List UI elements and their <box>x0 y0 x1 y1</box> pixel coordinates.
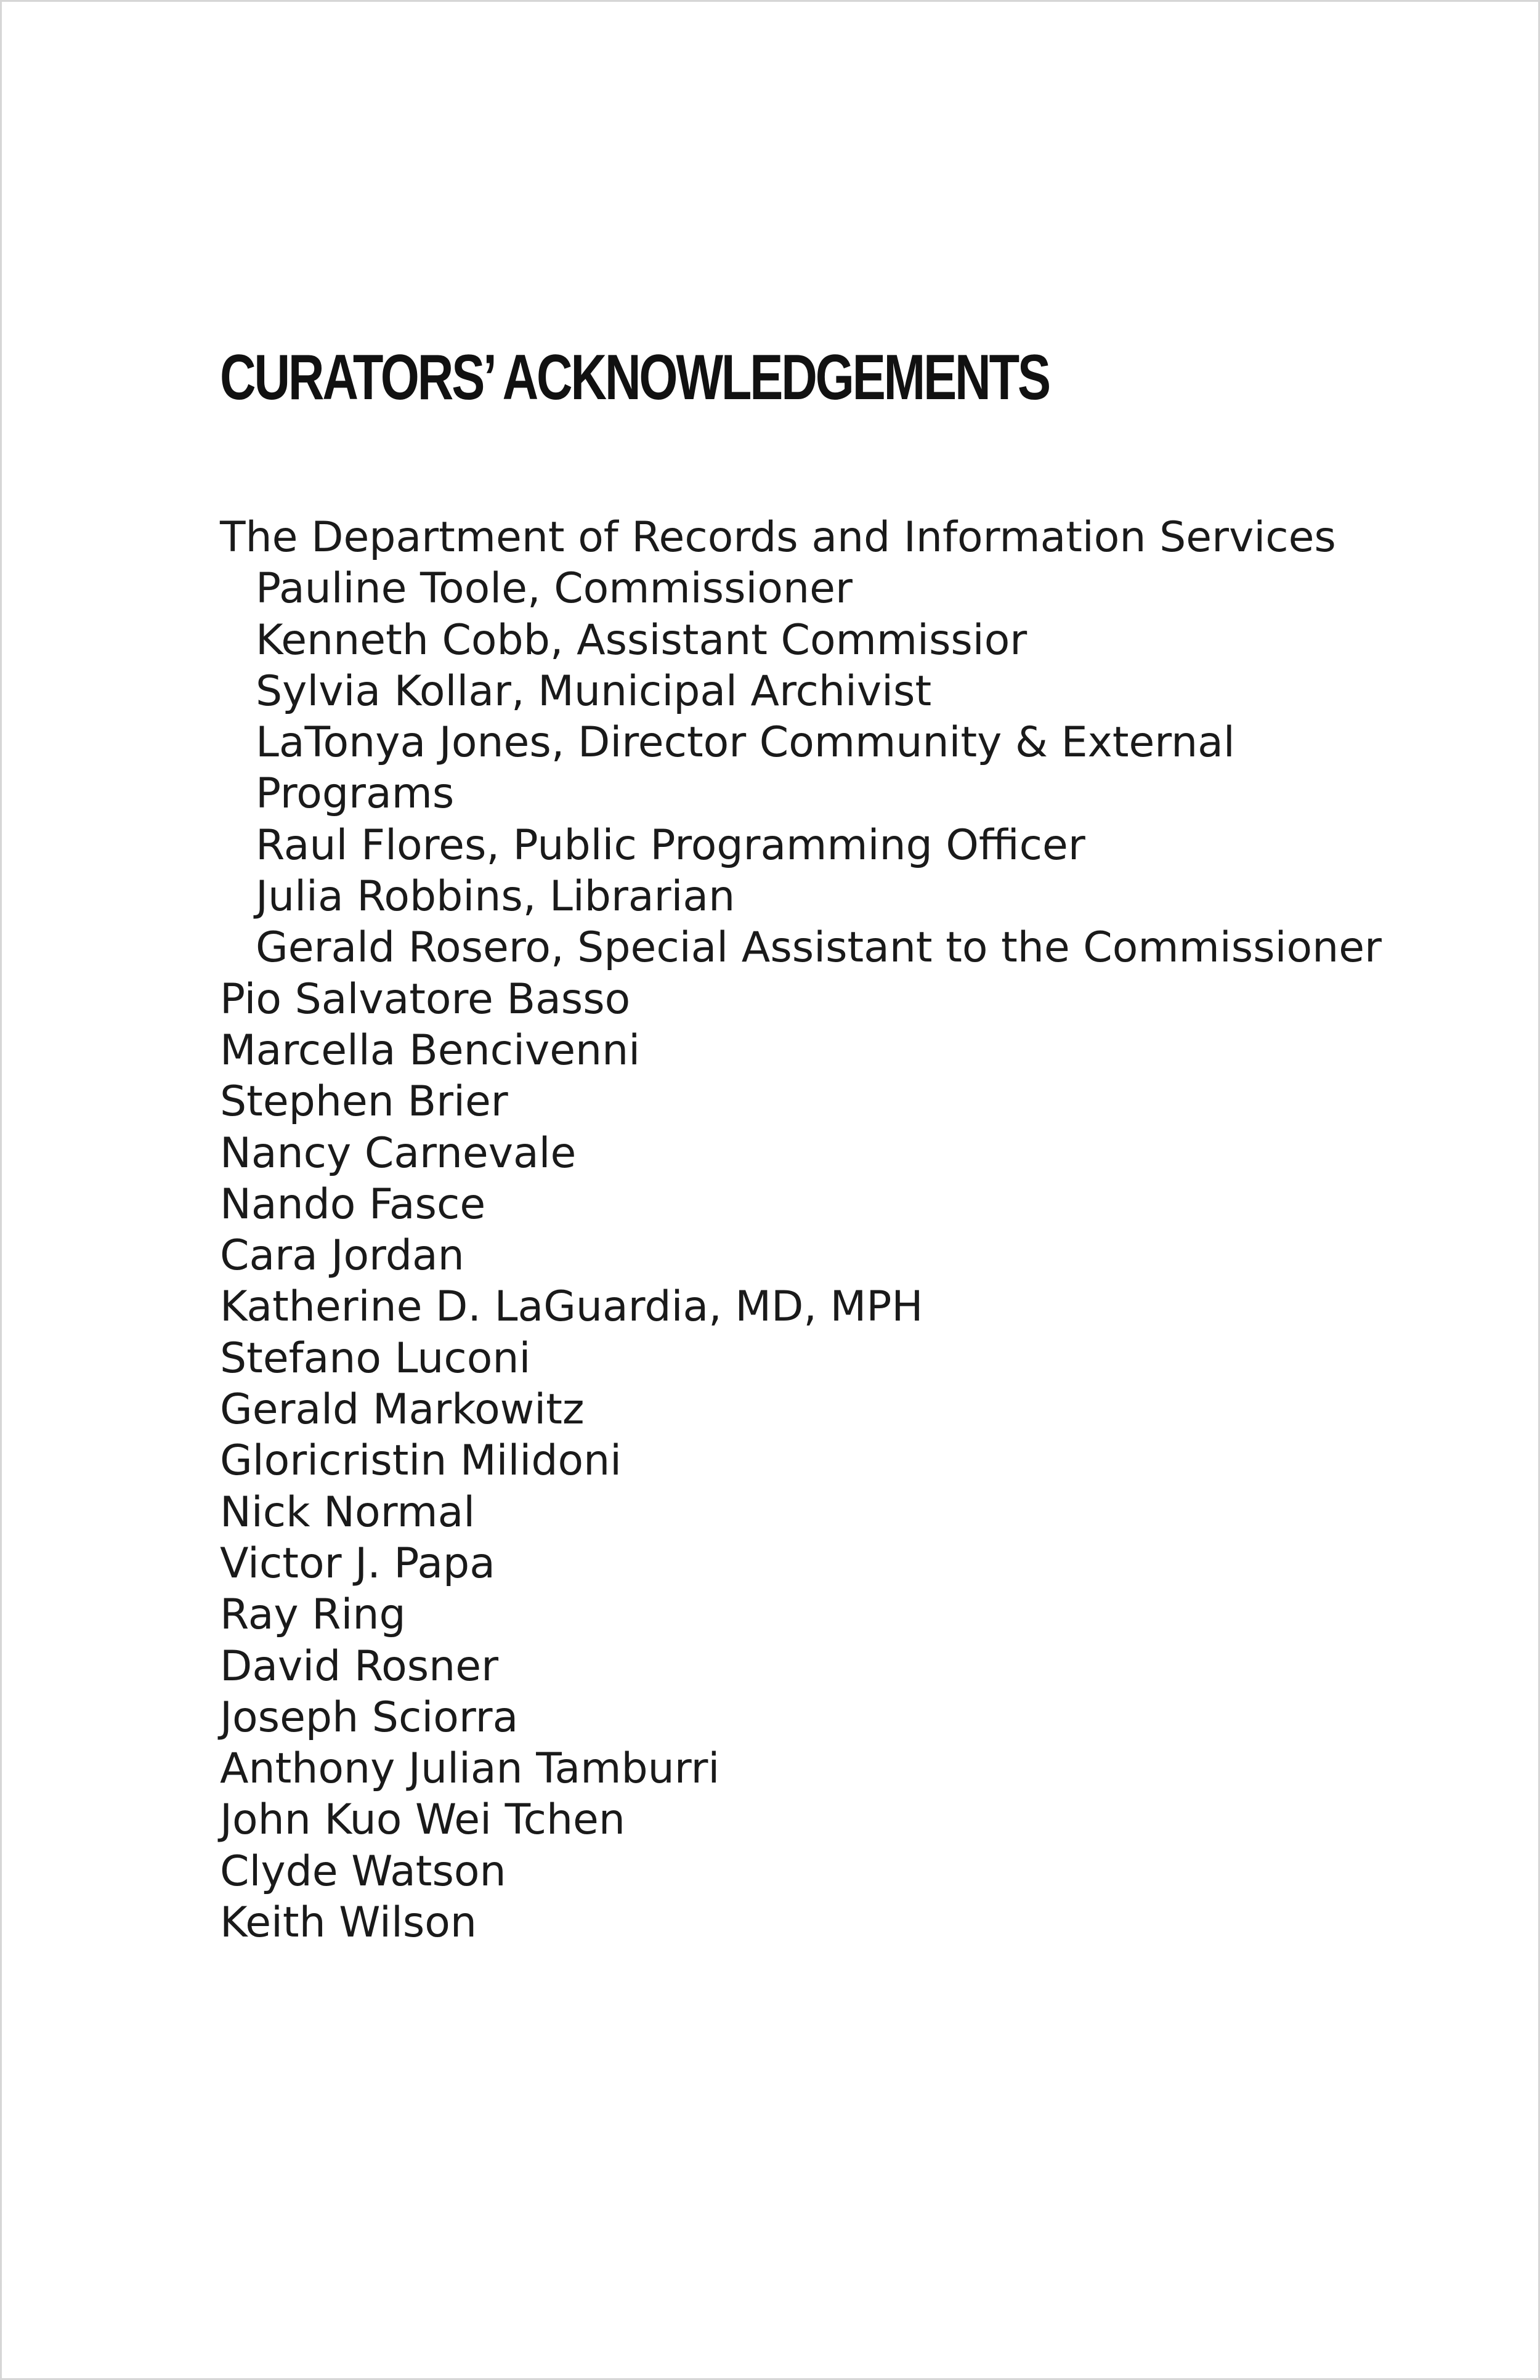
acknowledgements-list <box>220 512 1390 1948</box>
list-item: Gloricristin Milidoni <box>220 1436 622 1486</box>
list-item: Nick Normal <box>220 1488 476 1537</box>
list-item: Anthony Julian Tamburri <box>220 1744 720 1794</box>
list-item: Ray Ring <box>220 1590 406 1640</box>
list-item: Gerald Markowitz <box>220 1385 585 1435</box>
list-item: Sylvia Kollar, Municipal Archivist <box>256 666 932 716</box>
acknowledgements-section <box>220 342 1390 1948</box>
list-item: Raul Flores, Public Programming Officer <box>256 820 1085 870</box>
list-item: Stephen Brier <box>220 1077 508 1127</box>
list-item: Julia Robbins, Librarian <box>256 872 736 921</box>
list-item: The Department of Records and Information Services <box>220 513 1336 562</box>
list-item: Pauline Toole, Commissioner <box>256 564 853 613</box>
list-item: Katherine D. LaGuardia, MD, MPH <box>220 1282 923 1332</box>
list-item: Joseph Sciorra <box>220 1693 519 1742</box>
list-item: Cara Jordan <box>220 1231 464 1281</box>
list-item: Keith Wilson <box>220 1898 477 1948</box>
list-item: John Kuo Wei Tchen <box>220 1795 625 1845</box>
list-item: Stefano Luconi <box>220 1334 531 1383</box>
list-item: Pio Salvatore Basso <box>220 974 631 1024</box>
list-item: LaTonya Jones, Director Community & External <box>256 718 1235 767</box>
list-item: Victor J. Papa <box>220 1539 495 1588</box>
list-item: Nando Fasce <box>220 1180 486 1229</box>
list-item: Clyde Watson <box>220 1847 506 1896</box>
list-item: David Rosner <box>220 1641 499 1691</box>
list-item: Marcella Bencivenni <box>220 1026 641 1075</box>
list-item: Nancy Carnevale <box>220 1128 577 1178</box>
list-item: Gerald Rosero, Special Assistant to the Commissioner <box>256 923 1382 973</box>
page-title: CURATORS’ ACKNOWLEDGEMENTS <box>220 342 1050 413</box>
list-item: Programs <box>256 769 455 819</box>
list-item: Kenneth Cobb, Assistant Commissior <box>256 615 1027 665</box>
